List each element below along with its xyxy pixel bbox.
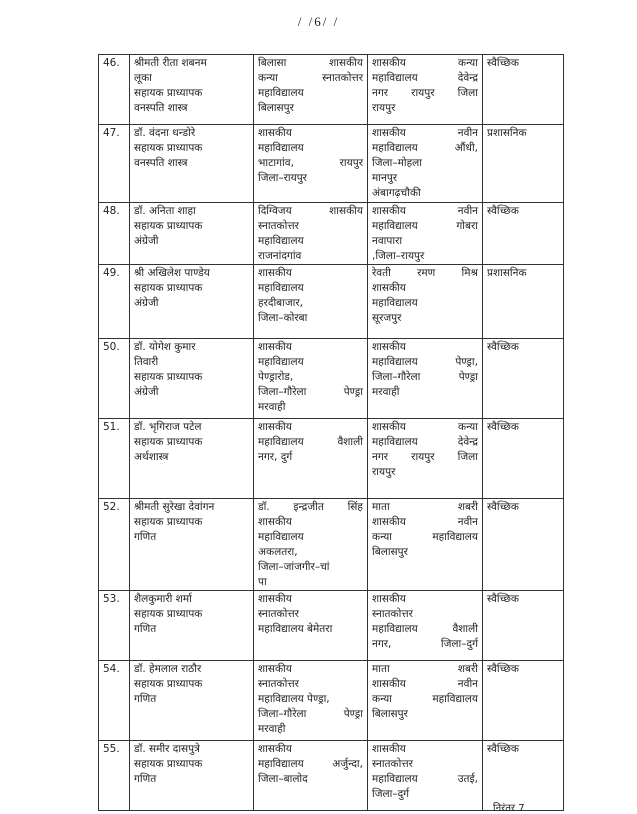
transfer-type-cell: स्वैच्छिक <box>483 741 564 811</box>
from-line: राजनांदगांव <box>258 250 302 262</box>
from-line: महाविद्यालय वैशाली <box>258 436 363 448</box>
to-college-cell <box>368 661 483 741</box>
name-line: अर्थशास्त्र <box>134 451 169 463</box>
from-line: जिला–बालोद <box>258 773 308 785</box>
to-college-cell <box>368 339 483 419</box>
from-line: कन्या स्नातकोत्तर <box>258 72 363 84</box>
from-line: मरवाही <box>258 401 286 413</box>
to-line: ,जिला–रायपुर <box>372 250 425 262</box>
to-line: शासकीय नवीन <box>372 678 478 690</box>
name-line: डॉ. अनिता शाहा <box>134 205 196 217</box>
name-line: अंग्रेजी <box>134 235 159 247</box>
to-line: बिलासपुर <box>372 546 408 558</box>
table-body <box>99 55 564 811</box>
to-line: अंबागढ़चौकी <box>372 187 421 199</box>
transfer-type-cell: स्वैच्छिक <box>483 55 564 125</box>
to-college-cell <box>368 265 483 339</box>
to-line: शासकीय नवीन <box>372 516 478 528</box>
from-line: भाटागांव, रायपुर <box>258 157 363 169</box>
to-college-cell <box>368 741 483 811</box>
serial-number-cell: 52. <box>99 499 130 591</box>
from-line: महाविद्यालय बेमेतरा <box>258 623 333 635</box>
from-line: स्नातकोत्तर <box>258 608 299 620</box>
serial-number-cell: 53. <box>99 591 130 661</box>
name-line: श्रीमती रीता शबनम <box>134 57 207 69</box>
from-college-cell <box>254 55 368 125</box>
to-line: शासकीय <box>372 743 406 755</box>
from-line: बिलासपुर <box>258 102 294 114</box>
to-line: नगर, जिला–दुर्ग <box>372 638 478 650</box>
name-line: तिवारी <box>134 356 159 368</box>
to-line: रायपुर <box>372 466 396 478</box>
to-line: माता शबरी <box>372 501 478 513</box>
name-cell <box>130 203 254 265</box>
to-line: जिला–दुर्ग <box>372 788 410 800</box>
to-college-cell <box>368 203 483 265</box>
transfer-type-cell: प्रशासनिक <box>483 125 564 203</box>
from-line: अकलतरा, <box>258 546 298 558</box>
to-college-cell <box>368 499 483 591</box>
name-line: सहायक प्राध्यापक <box>134 220 203 232</box>
continuation-note: निरंतर 7 <box>493 803 525 814</box>
name-line: सहायक प्राध्यापक <box>134 436 203 448</box>
to-line: मानपुर <box>372 172 398 184</box>
to-line: शासकीय कन्या <box>372 57 478 69</box>
to-line: जिला–गौरेला पेण्ड्रा <box>372 371 478 383</box>
to-line: मरवाही <box>372 386 400 398</box>
name-line: अंग्रेजी <box>134 386 159 398</box>
transfer-type-cell: स्वैच्छिक <box>483 419 564 499</box>
transfer-table <box>98 54 564 811</box>
from-line: पा <box>258 576 267 588</box>
transfer-type-cell: स्वैच्छिक <box>483 499 564 591</box>
name-line: सहायक प्राध्यापक <box>134 516 203 528</box>
table-row <box>99 661 564 741</box>
serial-number-cell: 49. <box>99 265 130 339</box>
to-line: शासकीय <box>372 593 406 605</box>
from-line: जिला–रायपुर <box>258 172 307 184</box>
from-line: दिग्विजय शासकीय <box>258 205 363 217</box>
name-line: सहायक प्राध्यापक <box>134 142 203 154</box>
serial-number-cell: 55. <box>99 741 130 811</box>
name-line: सहायक प्राध्यापक <box>134 371 203 383</box>
table-row <box>99 419 564 499</box>
from-college-cell <box>254 339 368 419</box>
name-cell <box>130 661 254 741</box>
table-row <box>99 499 564 591</box>
to-line: महाविद्यालय देवेन्द्र <box>372 72 478 84</box>
from-line: शासकीय <box>258 663 292 675</box>
serial-number-cell: 50. <box>99 339 130 419</box>
from-line: हरदीबाजार, <box>258 297 304 309</box>
from-line: स्नातकोत्तर <box>258 220 299 232</box>
from-college-cell <box>254 661 368 741</box>
table-row <box>99 265 564 339</box>
name-line: गणित <box>134 693 157 705</box>
from-line: जिला–कोरबा <box>258 312 308 324</box>
name-line: सहायक प्राध्यापक <box>134 282 203 294</box>
name-line: गणित <box>134 623 157 635</box>
name-line: डॉ. हेमलाल राठौर <box>134 663 202 675</box>
from-line: महाविद्यालय पेण्ड्रा, <box>258 693 330 705</box>
to-college-cell <box>368 419 483 499</box>
page-number: / /6/ / <box>297 14 340 29</box>
to-line: महाविद्यालय उतई, <box>372 773 478 785</box>
from-line: महाविद्यालय <box>258 235 304 247</box>
to-line: महाविद्यालय वैशाली <box>372 623 478 635</box>
from-line: शासकीय <box>258 267 292 279</box>
name-line: डॉ. भृगिराज पटेल <box>134 421 202 433</box>
transfer-type-cell: प्रशासनिक <box>483 265 564 339</box>
to-line: शासकीय <box>372 341 406 353</box>
to-line: शासकीय नवीन <box>372 205 478 217</box>
to-line: शासकीय नवीन <box>372 127 478 139</box>
name-cell <box>130 265 254 339</box>
table-row <box>99 591 564 661</box>
transfer-type-cell: स्वैच्छिक <box>483 339 564 419</box>
name-line: सहायक प्राध्यापक <box>134 608 203 620</box>
to-line: महाविद्यालय औंधी, <box>372 142 478 154</box>
to-line: सूरजपुर <box>372 312 402 324</box>
name-line: सहायक प्राध्यापक <box>134 758 203 770</box>
from-line: स्नातकोत्तर <box>258 678 299 690</box>
from-line: महाविद्यालय <box>258 531 304 543</box>
to-line: रेवती रमण मिश्र <box>372 267 478 279</box>
name-line: वनस्पति शास्त्र <box>134 102 188 114</box>
to-line: बिलासपुर <box>372 708 408 720</box>
name-line: सहायक प्राध्यापक <box>134 678 203 690</box>
name-line: श्रीमती सुरेखा देवांगन <box>134 501 215 513</box>
table-row <box>99 339 564 419</box>
serial-number-cell: 54. <box>99 661 130 741</box>
from-college-cell <box>254 203 368 265</box>
to-line: नगर रायपुर जिला <box>372 451 478 463</box>
to-line: महाविद्यालय <box>372 297 418 309</box>
serial-number-cell: 51. <box>99 419 130 499</box>
from-line: महाविद्यालय अर्जुन्दा, <box>258 758 363 770</box>
to-line: शासकीय कन्या <box>372 421 478 433</box>
name-line: सहायक प्राध्यापक <box>134 87 203 99</box>
name-cell <box>130 125 254 203</box>
name-line: लूका <box>134 72 152 84</box>
name-line: गणित <box>134 531 157 543</box>
name-cell <box>130 591 254 661</box>
serial-number-cell: 48. <box>99 203 130 265</box>
from-college-cell <box>254 591 368 661</box>
from-line: मरवाही <box>258 723 286 735</box>
from-line: शासकीय <box>258 516 292 528</box>
name-line: शैलकुमारी शर्मा <box>134 593 192 605</box>
name-line: श्री अखिलेश पाण्डेय <box>134 267 210 279</box>
to-line: कन्या महाविद्यालय <box>372 693 478 705</box>
to-line: कन्या महाविद्यालय <box>372 531 478 543</box>
name-line: डॉ. योगेश कुमार <box>134 341 196 353</box>
to-line: जिला–मोहला <box>372 157 423 169</box>
from-line: शासकीय <box>258 341 292 353</box>
table-row <box>99 203 564 265</box>
name-line: वनस्पति शास्त्र <box>134 157 188 169</box>
from-line: नगर, दुर्ग <box>258 451 293 463</box>
from-line: डॉ. इन्द्रजीत सिंह <box>258 501 363 513</box>
to-line: रायपुर <box>372 102 396 114</box>
to-line: शासकीय <box>372 282 406 294</box>
from-college-cell <box>254 125 368 203</box>
from-college-cell <box>254 265 368 339</box>
from-line: शासकीय <box>258 127 292 139</box>
name-line: गणित <box>134 773 157 785</box>
to-line: महाविद्यालय पेण्ड्रा, <box>372 356 478 368</box>
from-line: शासकीय <box>258 593 292 605</box>
transfer-type-cell: स्वैच्छिक <box>483 661 564 741</box>
from-line: महाविद्यालय <box>258 282 304 294</box>
to-line: नवापारा <box>372 235 403 247</box>
name-cell <box>130 741 254 811</box>
to-college-cell <box>368 55 483 125</box>
to-line: स्नातकोत्तर <box>372 758 413 770</box>
table-row <box>99 125 564 203</box>
name-line: अंग्रेजी <box>134 297 159 309</box>
serial-number-cell: 46. <box>99 55 130 125</box>
transfer-type-cell: स्वैच्छिक <box>483 591 564 661</box>
from-line: बिलासा शासकीय <box>258 57 363 69</box>
from-college-cell <box>254 419 368 499</box>
from-line: पेण्ड्रारोड, <box>258 371 294 383</box>
to-line: स्नातकोत्तर <box>372 608 413 620</box>
from-line: महाविद्यालय <box>258 87 304 99</box>
name-cell <box>130 499 254 591</box>
to-line: माता शबरी <box>372 663 478 675</box>
name-cell <box>130 339 254 419</box>
transfer-type-cell: स्वैच्छिक <box>483 203 564 265</box>
from-line: महाविद्यालय <box>258 356 304 368</box>
to-line: महाविद्यालय गोबरा <box>372 220 478 232</box>
from-college-cell <box>254 499 368 591</box>
name-cell <box>130 55 254 125</box>
from-college-cell <box>254 741 368 811</box>
from-line: शासकीय <box>258 421 292 433</box>
from-line: जिला–गौरेला पेण्ड्रा <box>258 386 363 398</box>
name-line: डॉ. वंदना धन्डोरे <box>134 127 196 139</box>
to-line: महाविद्यालय देवेन्द्र <box>372 436 478 448</box>
to-college-cell <box>368 125 483 203</box>
from-line: शासकीय <box>258 743 292 755</box>
from-line: महाविद्यालय <box>258 142 304 154</box>
name-cell <box>130 419 254 499</box>
from-line: जिला–गौरेला पेण्ड्रा <box>258 708 363 720</box>
name-line: डॉ. समीर दासपुत्रे <box>134 743 200 755</box>
to-college-cell <box>368 591 483 661</box>
serial-number-cell: 47. <box>99 125 130 203</box>
table-row <box>99 55 564 125</box>
to-line: नगर रायपुर जिला <box>372 87 478 99</box>
from-line: जिला–जांजगीर–चां <box>258 561 330 573</box>
